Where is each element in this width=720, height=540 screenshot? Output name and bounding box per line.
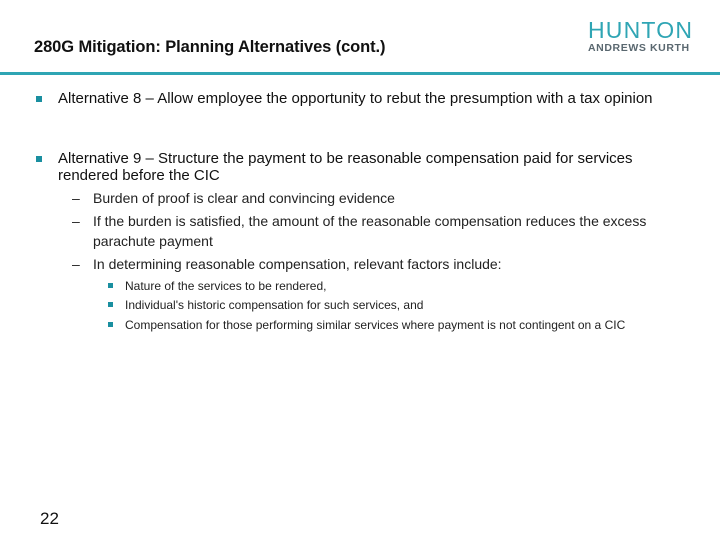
alternative-9-text: Alternative 9 – Structure the payment to be reasonable compensation paid for services rendered before the CIC: [58, 150, 633, 184]
bullet-alternative-8: [36, 90, 696, 107]
logo-wordmark-top: HUNTON: [588, 17, 694, 43]
factor-item: [108, 296, 688, 314]
dash-bullet-icon: –: [72, 190, 80, 206]
square-bullet-icon: [36, 96, 42, 102]
square-bullet-icon: [36, 156, 42, 162]
header-divider: [0, 72, 720, 75]
bullet-alternative-9: [36, 150, 696, 184]
dash-bullet-icon: –: [72, 256, 80, 272]
dash-bullet-icon: –: [72, 213, 80, 229]
sub-bullet-relevant-factors: [72, 254, 692, 274]
square-bullet-icon: [108, 322, 113, 327]
slide-title: 280G Mitigation: Planning Alternatives (cont.): [34, 38, 386, 56]
alternative-8-text: Alternative 8 – Allow employee the opportunity to rebut the presumption with a tax opinion: [58, 90, 653, 107]
sub-bullet-text: If the burden is satisfied, the amount of the reasonable compensation reduces the excess parachute payment: [93, 213, 647, 249]
factor-text: Nature of the services to be rendered,: [125, 279, 327, 293]
sub-bullet-burden-satisfied: [72, 211, 692, 251]
factor-text: Individual's historic compensation for such services, and: [125, 298, 424, 312]
factor-item: [108, 316, 688, 334]
square-bullet-icon: [108, 302, 113, 307]
sub-bullet-text: Burden of proof is clear and convincing evidence: [93, 190, 395, 206]
square-bullet-icon: [108, 283, 113, 288]
logo-wordmark-bottom: ANDREWS KURTH: [588, 42, 690, 54]
firm-logo: [588, 18, 692, 54]
sub-bullet-burden-of-proof: [72, 188, 692, 208]
factor-item: [108, 277, 688, 295]
factor-text: Compensation for those performing similar services where payment is not contingent on a CIC: [125, 318, 626, 332]
sub-bullet-text: In determining reasonable compensation, relevant factors include:: [93, 256, 502, 272]
page-number: 22: [40, 509, 59, 528]
